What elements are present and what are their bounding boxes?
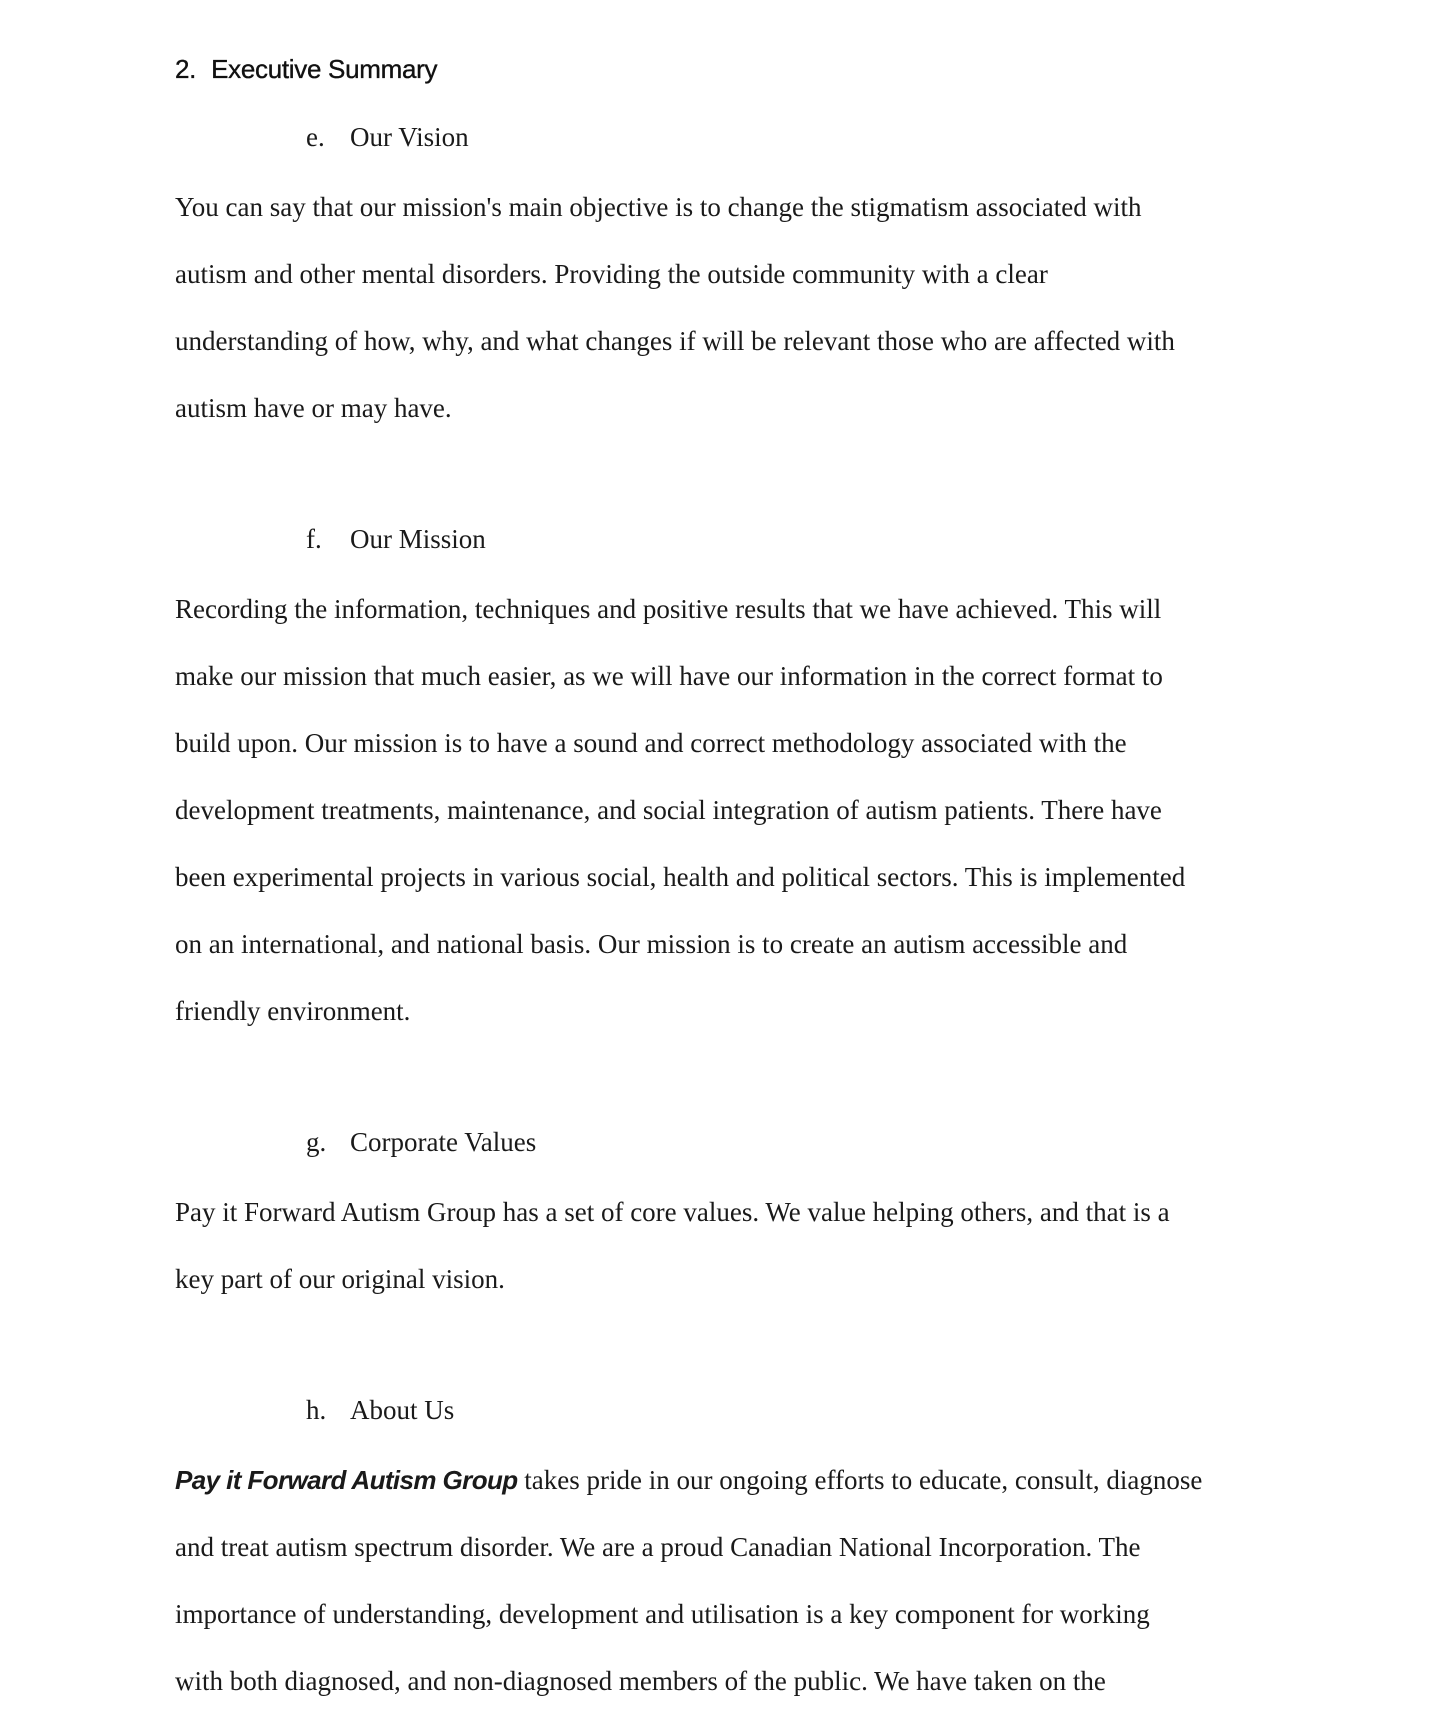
organization-name: Pay it Forward Autism Group bbox=[175, 1465, 518, 1495]
about-first-line-rest: takes pride in our ongoing efforts to educate, consult, diagnose bbox=[517, 1465, 1203, 1495]
vision-paragraph bbox=[175, 174, 1285, 442]
about-line: and treat autism spectrum disorder. We are a proud Canadian National Incorporation. The bbox=[175, 1532, 1141, 1562]
mission-line: been experimental projects in various social, health and political sectors. This is implemented bbox=[175, 862, 1186, 892]
about-heading-text: About Us bbox=[350, 1395, 455, 1425]
about-first-line bbox=[175, 1447, 1285, 1514]
section-title-text: Executive Summary bbox=[211, 54, 438, 84]
mission-line: on an international, and national basis. Our mission is to create an autism accessible and bbox=[175, 929, 1128, 959]
mission-line: build upon. Our mission is to have a sound and correct methodology associated with the bbox=[175, 728, 1127, 758]
mission-heading-letter: f. bbox=[306, 524, 322, 554]
mission-heading bbox=[306, 524, 486, 555]
mission-line: make our mission that much easier, as we will have our information in the correct format to bbox=[175, 661, 1163, 691]
vision-line: autism have or may have. bbox=[175, 393, 452, 423]
about-paragraph bbox=[175, 1447, 1285, 1715]
section-number: 2. bbox=[175, 54, 197, 84]
values-heading-letter: g. bbox=[306, 1127, 327, 1157]
vision-heading-text: Our Vision bbox=[350, 122, 469, 152]
vision-line: autism and other mental disorders. Providing the outside community with a clear bbox=[175, 259, 1048, 289]
section-title bbox=[175, 54, 437, 85]
mission-line: friendly environment. bbox=[175, 996, 411, 1026]
mission-heading-text: Our Mission bbox=[350, 524, 486, 554]
vision-heading-letter: e. bbox=[306, 122, 325, 152]
values-paragraph bbox=[175, 1179, 1285, 1313]
about-line: importance of understanding, development and utilisation is a key component for working bbox=[175, 1599, 1150, 1629]
about-line: with both diagnosed, and non-diagnosed members of the public. We have taken on the bbox=[175, 1666, 1106, 1696]
about-heading bbox=[306, 1395, 454, 1426]
values-line: Pay it Forward Autism Group has a set of core values. We value helping others, and that is a bbox=[175, 1197, 1170, 1227]
vision-line: understanding of how, why, and what changes if will be relevant those who are affected with bbox=[175, 326, 1175, 356]
vision-heading bbox=[306, 122, 469, 153]
vision-line: You can say that our mission's main objective is to change the stigmatism associated with bbox=[175, 192, 1142, 222]
values-line: key part of our original vision. bbox=[175, 1264, 505, 1294]
mission-line: Recording the information, techniques and positive results that we have achieved. This will bbox=[175, 594, 1162, 624]
values-heading-text: Corporate Values bbox=[350, 1127, 537, 1157]
about-heading-letter: h. bbox=[306, 1395, 327, 1425]
mission-line: development treatments, maintenance, and social integration of autism patients. There have bbox=[175, 795, 1162, 825]
mission-paragraph bbox=[175, 576, 1285, 1045]
values-heading bbox=[306, 1127, 536, 1158]
